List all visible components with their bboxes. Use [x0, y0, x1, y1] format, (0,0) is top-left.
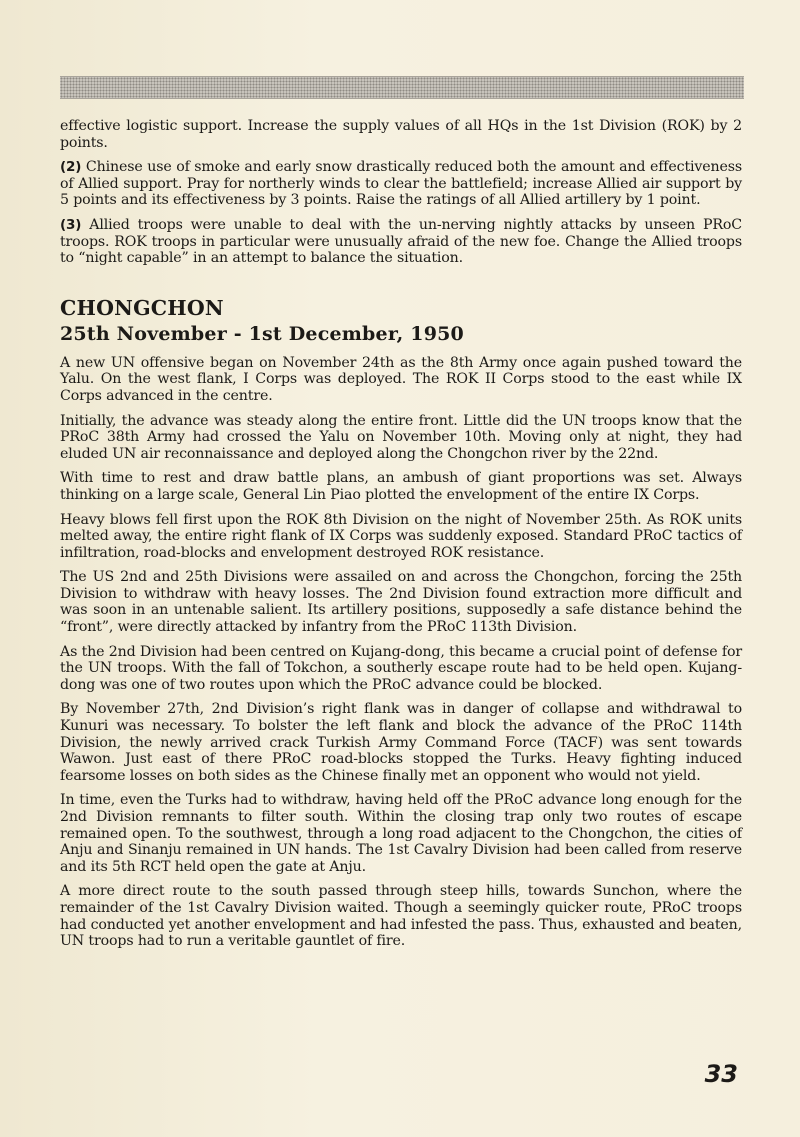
page-content	[60, 118, 742, 958]
body-paragraph: A new UN offensive began on November 24th as the 8th Army once again pushed toward the Yalu. On the west flank, I Corps was deployed. The ROK II Corps stood to the east while IX Corps advanced in the centre.	[60, 354, 742, 404]
page-number: 33	[704, 1060, 738, 1088]
body-paragraph: With time to rest and draw battle plans, an ambush of giant proportions was set. Always thinking on a large scale, General Lin Piao plotted the envelopment of the entire IX Corps.	[60, 470, 742, 503]
body-paragraph: Initially, the advance was steady along the entire front. Little did the UN troops know that the PRoC 38th Army had crossed the Yalu on November 10th. Moving only at night, they had eluded UN air reconnaissance and deployed along the Chongchon river by the 22nd.	[60, 412, 742, 462]
body-paragraph: In time, even the Turks had to withdraw, having held off the PRoC advance long enough for the 2nd Division remnants to filter south. Within the closing trap only two routes of escape remained open. To the southwest, through a long road adjacent to the Chongchon, the cities of Anju and Sinanju remained in UN hands. The 1st Cavalry Division had been called from reserve and its 5th RCT held open the gate at Anju.	[60, 792, 742, 875]
paragraph-option-3: (3) Allied troops were unable to deal with the un-nerving nightly attacks by unseen PRoC troops. ROK troops in particular were unusually afraid of the new foe. Change the Allied troops to “night capable” in an attempt to balance the situation.	[60, 216, 742, 267]
body-paragraph: Heavy blows fell first upon the ROK 8th Division on the night of November 25th. As ROK units melted away, the entire right flank of IX Corps was suddenly exposed. Standard PRoC tactics of infiltration, road-blocks and envelopment destroyed ROK resistance.	[60, 511, 742, 561]
header-halftone-rule	[60, 76, 744, 99]
option-number: (2)	[60, 159, 82, 176]
option-number: (3)	[60, 216, 82, 233]
body-paragraph: By November 27th, 2nd Division’s right flank was in danger of collapse and withdrawal to Kunuri was necessary. To bolster the left flank and block the advance of the PRoC 114th Division, the newly arrived crack Turkish Army Command Force (TACF) was sent towards Wawon. Just east of there PRoC road-blocks stopped the Turks. Heavy fighting induced fearsome losses on both sides as the Chinese finally met an opponent who would not yield.	[60, 701, 742, 784]
paragraph-continued: effective logistic support. Increase the supply values of all HQs in the 1st Division (ROK) by 2 points.	[60, 118, 742, 151]
body-paragraph: The US 2nd and 25th Divisions were assailed on and across the Chongchon, forcing the 25th Division to withdraw with heavy losses. The 2nd Division found extraction more difficult and was soon in an untenable salient. Its artillery positions, supposedly a safe distance behind the “front”, were directly attacked by infantry from the PRoC 113th Division.	[60, 569, 742, 636]
body-paragraph: A more direct route to the south passed through steep hills, towards Sunchon, where the remainder of the 1st Cavalry Division waited. Though a seemingly quicker route, PRoC troops had conducted yet another envelopment and had infested the pass. Thus, exhausted and beaten, UN troops had to run a veritable gauntlet of fire.	[60, 883, 742, 950]
body-paragraph: As the 2nd Division had been centred on Kujang-dong, this became a crucial point of defense for the UN troops. With the fall of Tokchon, a southerly escape route had to be held open. Kujang-dong was one of two routes upon which the PRoC advance could be blocked.	[60, 643, 742, 693]
section-title: CHONGCHON	[60, 295, 224, 320]
paragraph-option-2: (2) Chinese use of smoke and early snow drastically reduced both the amount and effectiveness of Allied support. Pray for northerly winds to clear the battlefield; increase Allied air support by 5 points and its effectiveness by 3 points. Raise the ratings of all Allied artillery by 1 point.	[60, 159, 742, 209]
section-subtitle: 25th November - 1st December, 1950	[60, 322, 464, 345]
